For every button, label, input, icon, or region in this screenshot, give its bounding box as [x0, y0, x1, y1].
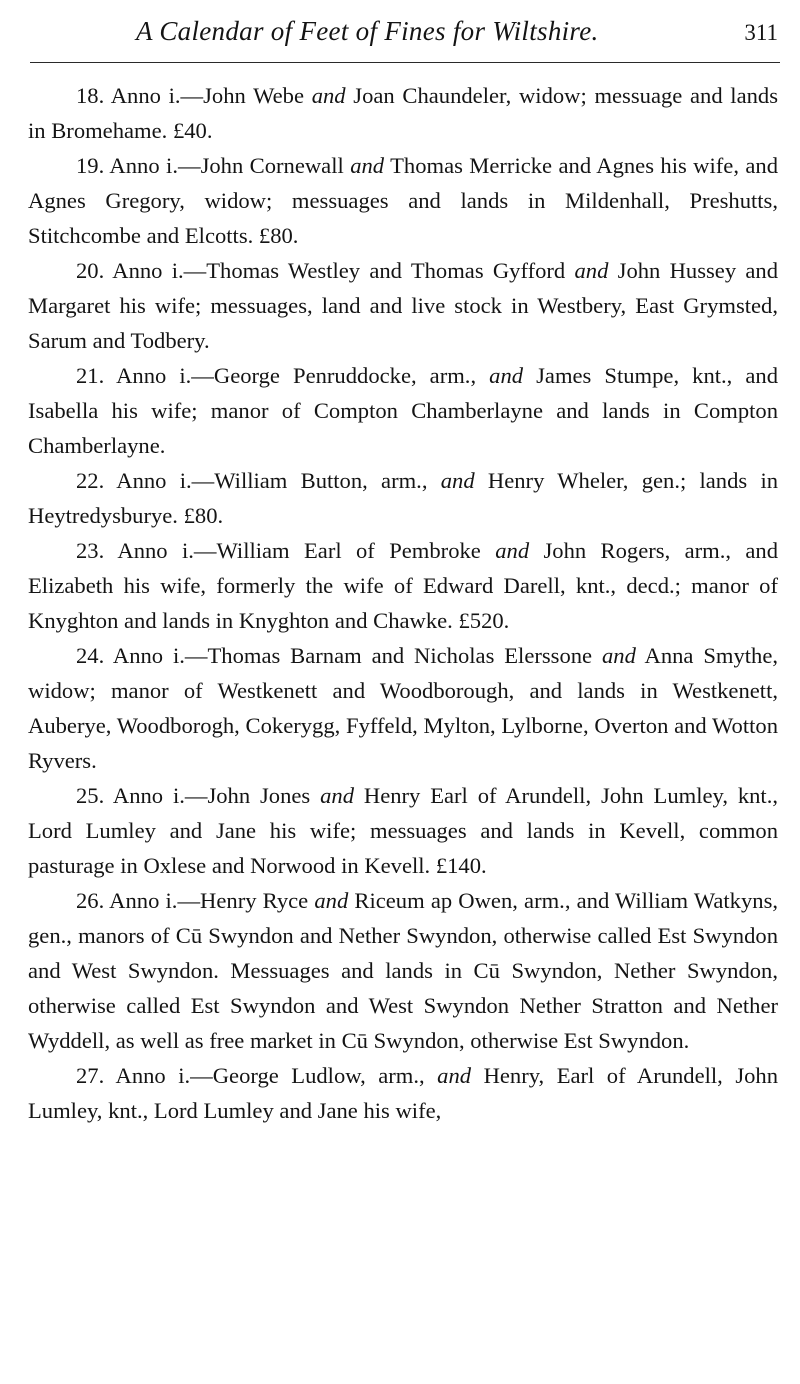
entry-conjunction: and	[495, 538, 530, 563]
entry-text: —George Penruddocke, arm.,	[191, 363, 477, 388]
entry-text: —William Button, arm.,	[191, 468, 428, 493]
entry-19	[28, 148, 778, 253]
header-rule	[30, 62, 780, 63]
entry-text: Henry Earl of Arundell, John Lumley, knt., Lord Lumley and Jane his wife; messuages and lands in Kevell, common pasturage in Oxlese and Norwood in Kevell. £140.	[28, 783, 779, 878]
entry-text: —John Webe	[180, 83, 304, 108]
entry-20	[28, 253, 778, 358]
entry-text: —John Cornewall	[177, 153, 344, 178]
entry-27	[28, 1058, 778, 1128]
entry-anno: Anno i.	[110, 83, 181, 108]
entry-anno: Anno i.	[116, 468, 192, 493]
entry-number: 26.	[76, 888, 105, 913]
entry-number: 27.	[76, 1063, 105, 1088]
entry-anno: Anno i.	[112, 643, 185, 668]
entry-anno: Anno i.	[109, 153, 178, 178]
running-header	[28, 12, 780, 52]
entry-24	[28, 638, 778, 778]
entry-conjunction: and	[350, 153, 385, 178]
entry-number: 22.	[76, 468, 105, 493]
entry-text: —John Jones	[184, 783, 311, 808]
entry-conjunction: and	[440, 468, 475, 493]
entry-23	[28, 533, 778, 638]
entry-text: —Thomas Westley and Thomas Gyfford	[183, 258, 566, 283]
entry-conjunction: and	[314, 888, 349, 913]
entry-conjunction: and	[311, 83, 346, 108]
entry-conjunction: and	[574, 258, 609, 283]
entry-text: Henry Wheler, gen.; lands in Heytredysburye. £80.	[28, 468, 779, 528]
header-title: A Calendar of Feet of Fines for Wiltshire.	[136, 16, 599, 46]
entry-18	[28, 78, 778, 148]
entry-text: Thomas Merricke and Agnes his wife, and Agnes Gregory, widow; messuages and lands in Mildenhall, Preshutts, Stitchcombe and Elcotts. £80.	[28, 153, 779, 248]
entry-anno: Anno i.	[116, 363, 192, 388]
entry-anno: Anno i.	[115, 1063, 191, 1088]
entry-text: Riceum ap Owen, arm., and William Watkyns, gen., manors of Cū Swyndon and Nether Swyndon, otherwise called Est Swyndon and West Swyndon. Messuages and lands in Cū Swyndon, Nether Swyndon, otherwise called Est Swyndon and West Swyndon Nether Stratton and Nether Wyddell, as well as free market in Cū Swyndon, otherwise Est Swyndon.	[28, 888, 779, 1053]
entry-anno: Anno i.	[109, 888, 178, 913]
entry-text: John Rogers, arm., and Elizabeth his wife, formerly the wife of Edward Darell, knt., decd.; manor of Knyghton and lands in Knyghton and Chawke. £520.	[28, 538, 779, 633]
entry-conjunction: and	[320, 783, 354, 808]
page-number: 311	[744, 20, 778, 45]
entry-conjunction: and	[437, 1063, 472, 1088]
entry-21	[28, 358, 778, 463]
entry-text: Joan Chaundeler, widow; messuage and lands in Bromehame. £40.	[28, 83, 778, 143]
entry-text: John Hussey and Margaret his wife; messuages, land and live stock in Westbery, East Grymsted, Sarum and Todbery.	[28, 258, 778, 353]
entries-list	[28, 78, 778, 1128]
entry-number: 24.	[76, 643, 105, 668]
entry-26	[28, 883, 778, 1058]
entry-anno: Anno i.	[117, 538, 194, 563]
entry-text: Henry, Earl of Arundell, John Lumley, knt., Lord Lumley and Jane his wife,	[28, 1063, 779, 1123]
entry-text: Anna Smythe, widow; manor of Westkenett and Woodborough, and lands in Westkenett, Auberye, Woodborogh, Cokerygg, Fyffeld, Mylton, Lylborne, Overton and Wotton Ryvers.	[28, 643, 779, 773]
entry-conjunction: and	[489, 363, 524, 388]
entry-number: 23.	[76, 538, 105, 563]
entry-conjunction: and	[601, 643, 636, 668]
entry-anno: Anno i.	[112, 783, 185, 808]
entry-25	[28, 778, 778, 883]
entry-text: —George Ludlow, arm.,	[190, 1063, 425, 1088]
entry-text: —William Earl of Pembroke	[193, 538, 481, 563]
entry-number: 21.	[76, 363, 105, 388]
entry-number: 19.	[76, 153, 105, 178]
entry-anno: Anno i.	[112, 258, 184, 283]
entry-text: —Henry Ryce	[177, 888, 309, 913]
entry-number: 18.	[76, 83, 105, 108]
entry-22	[28, 463, 778, 533]
entry-number: 20.	[76, 258, 105, 283]
entry-text: —Thomas Barnam and Nicholas Elerssone	[184, 643, 593, 668]
entry-number: 25.	[76, 783, 105, 808]
entry-text: James Stumpe, knt., and Isabella his wife; manor of Compton Chamberlayne and lands in Compton Chamberlayne.	[28, 363, 779, 458]
